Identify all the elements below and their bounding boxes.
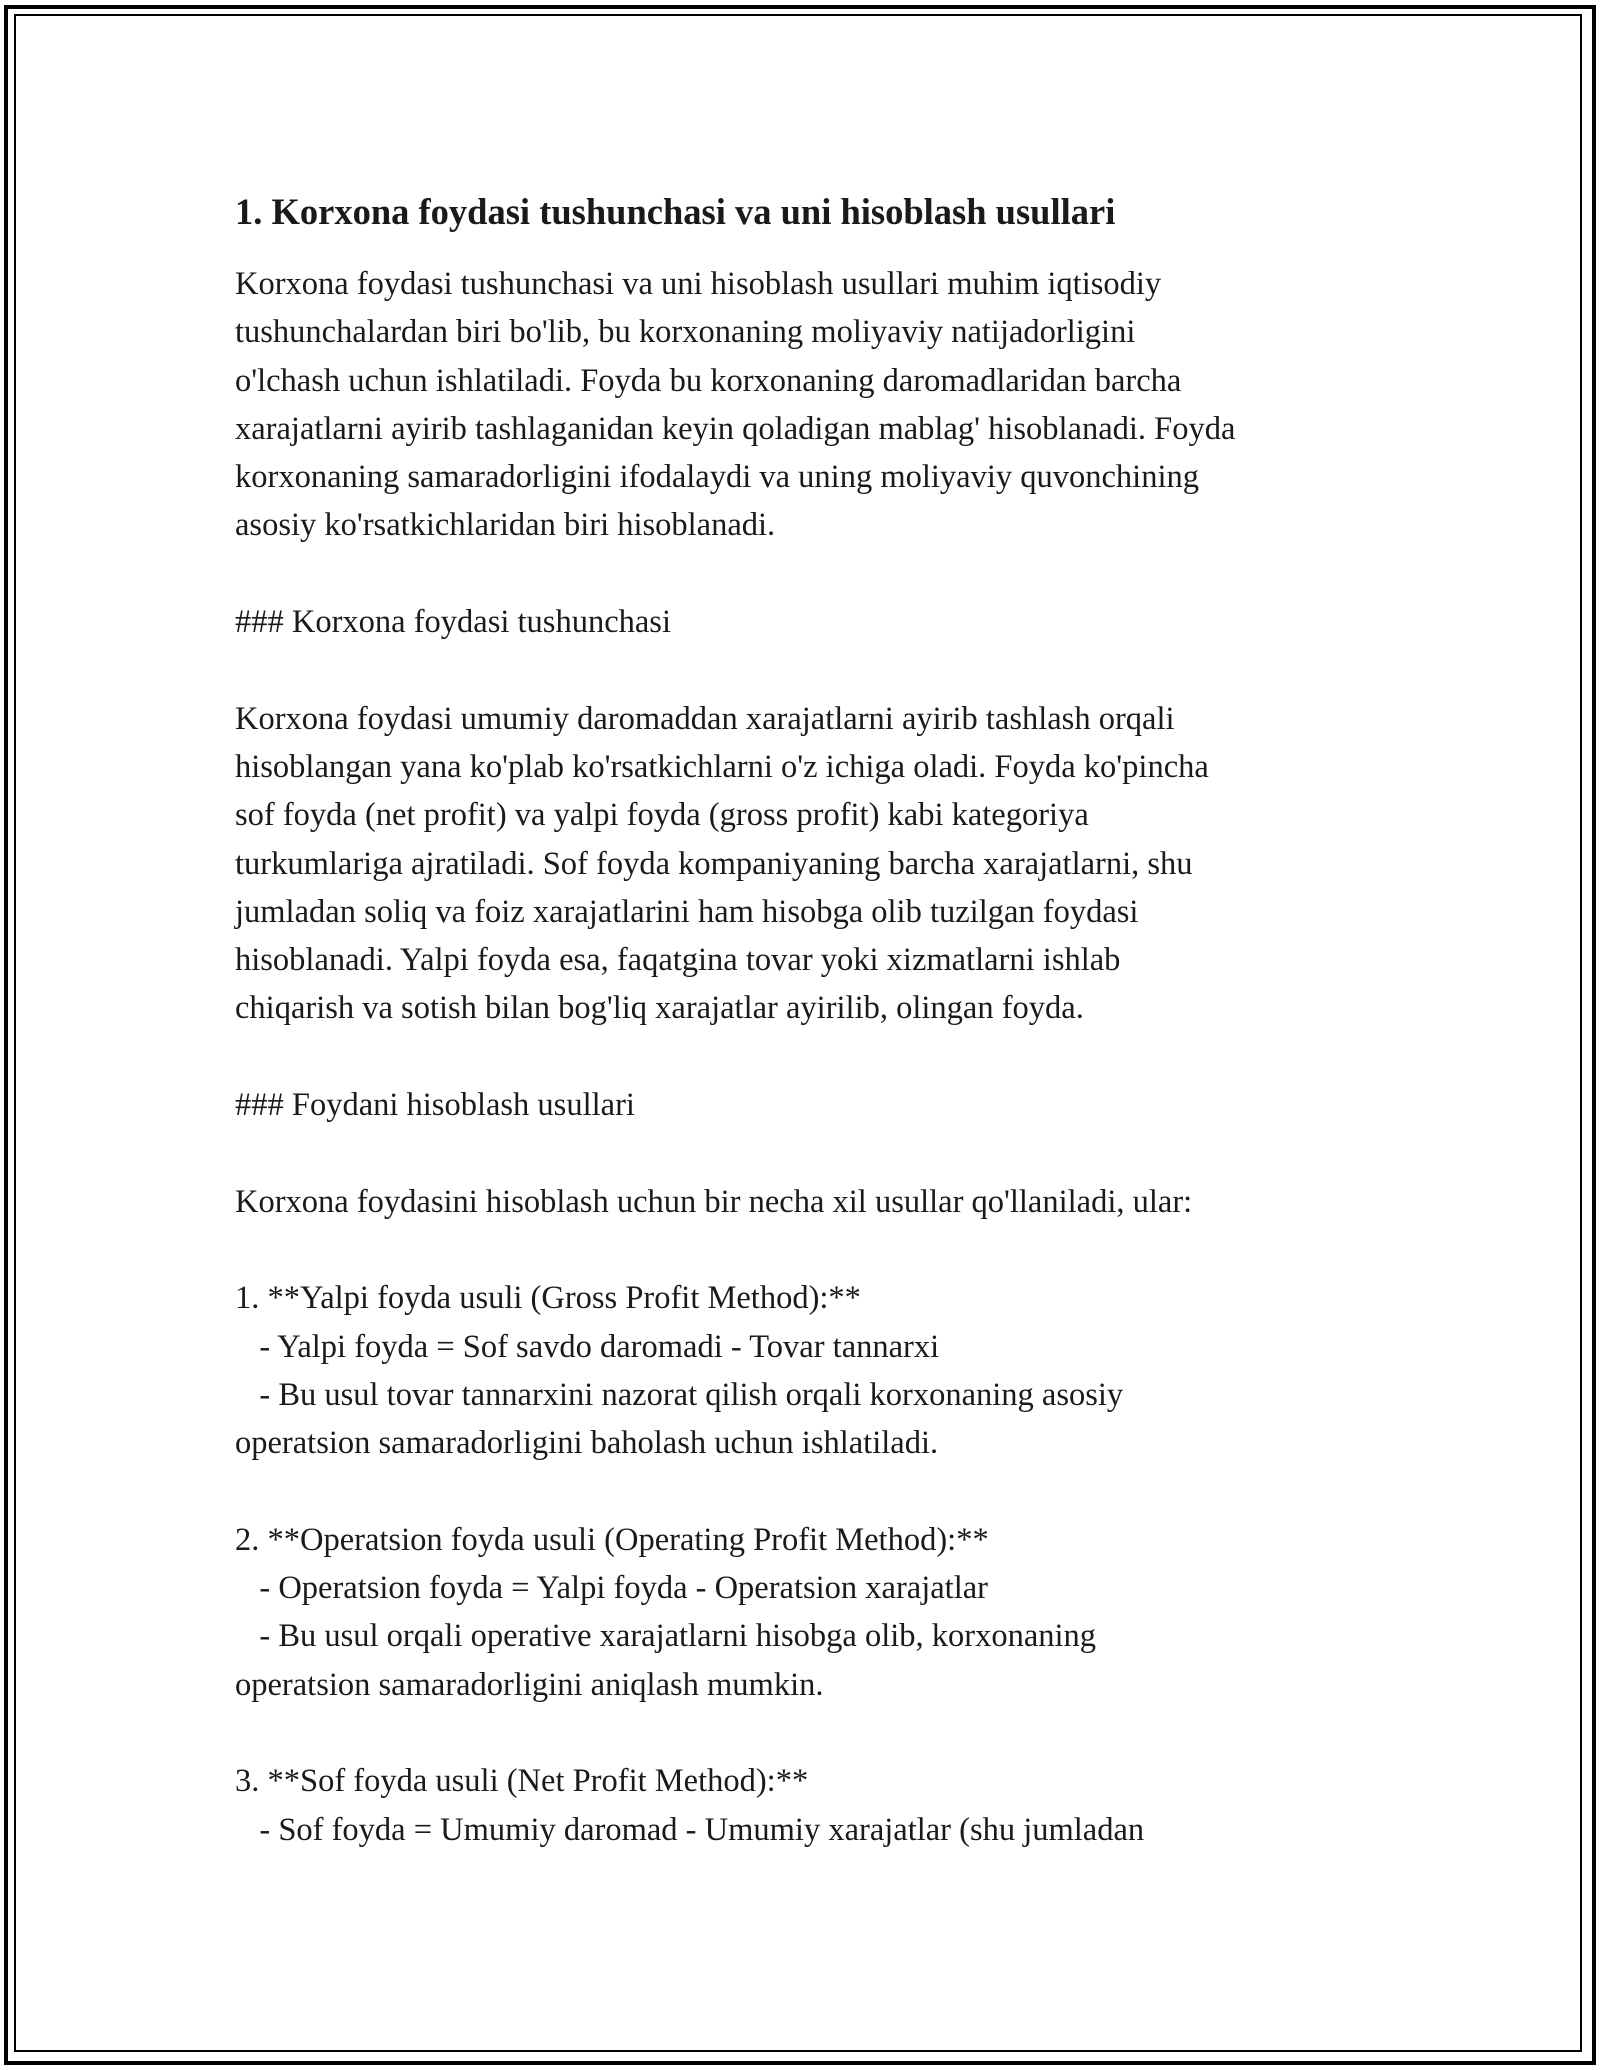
- text-line: [235, 1226, 1375, 1274]
- document-body: [235, 188, 1375, 1854]
- text-line: turkumlariga ajratiladi. Sof foyda kompaniyaning barcha xarajatlarni, shu: [235, 845, 1193, 882]
- text-line: 2. **Operatsion foyda usuli (Operating Profit Method):**: [235, 1521, 989, 1558]
- text-line: [235, 1129, 1375, 1177]
- text-line: asosiy ko'rsatkichlaridan biri hisoblanadi.: [235, 507, 776, 544]
- section-heading: ### Foydani hisoblash usullari: [235, 1087, 635, 1124]
- text-line: xarajatlarni ayirib tashlaganidan keyin qoladigan mablag' hisoblanadi. Foyda: [235, 410, 1236, 447]
- text-line: [235, 1033, 1375, 1081]
- text-line: Korxona foydasi tushunchasi va uni hisoblash usullari muhim iqtisodiy: [235, 266, 1162, 302]
- text-line: 3. **Sof foyda usuli (Net Profit Method):**: [235, 1763, 809, 1800]
- text-line: [235, 1709, 1375, 1757]
- text-line: - Bu usul orqali operative xarajatlarni hisobga olib, korxonaning: [235, 1618, 1097, 1655]
- text-line: - Yalpi foyda = Sof savdo daromadi - Tovar tannarxi: [235, 1328, 940, 1365]
- text-line: [235, 1467, 1375, 1515]
- text-line: operatsion samaradorligini baholash uchun ishlatiladi.: [235, 1425, 939, 1462]
- document-title: 1. Korxona foydasi tushunchasi va uni hisoblash usullari: [235, 191, 1116, 232]
- text-line: hisoblangan yana ko'plab ko'rsatkichlarni o'z ichiga oladi. Foyda ko'pincha: [235, 748, 1209, 785]
- text-line: Korxona foydasi umumiy daromaddan xarajatlarni ayirib tashlash orqali: [235, 700, 1175, 737]
- text-line: operatsion samaradorligini aniqlash mumkin.: [235, 1666, 824, 1703]
- text-line: Korxona foydasini hisoblash uchun bir necha xil usullar qo'llaniladi, ular:: [235, 1183, 1193, 1220]
- text-line: hisoblanadi. Yalpi foyda esa, faqatgina tovar yoki xizmatlarni ishlab: [235, 942, 1121, 979]
- text-line: o'lchash uchun ishlatiladi. Foyda bu korxonaning daromadlaridan barcha: [235, 362, 1182, 399]
- text-line: [235, 646, 1375, 694]
- text-line: 1. **Yalpi foyda usuli (Gross Profit Method):**: [235, 1280, 861, 1317]
- text-line: tushunchalardan biri bo'lib, bu korxonaning moliyaviy natijadorligini: [235, 314, 1136, 351]
- text-line: - Operatsion foyda = Yalpi foyda - Operatsion xarajatlar: [235, 1570, 988, 1607]
- text-line: - Bu usul tovar tannarxini nazorat qilish orqali korxonaning asosiy: [235, 1376, 1124, 1413]
- text-line: [235, 550, 1375, 598]
- text-line: sof foyda (net profit) va yalpi foyda (gross profit) kabi kategoriya: [235, 797, 1089, 834]
- section-heading: ### Korxona foydasi tushunchasi: [235, 604, 671, 641]
- document-text: [235, 260, 1375, 1854]
- text-line: jumladan soliq va foiz xarajatlarini ham hisobga olib tuzilgan foydasi: [235, 893, 1139, 930]
- text-line: chiqarish va sotish bilan bog'liq xarajatlar ayirilib, olingan foyda.: [235, 990, 1084, 1027]
- text-line: - Sof foyda = Umumiy daromad - Umumiy xarajatlar (shu jumladan: [235, 1811, 1145, 1848]
- text-line: korxonaning samaradorligini ifodalaydi va uning moliyaviy quvonchining: [235, 459, 1199, 496]
